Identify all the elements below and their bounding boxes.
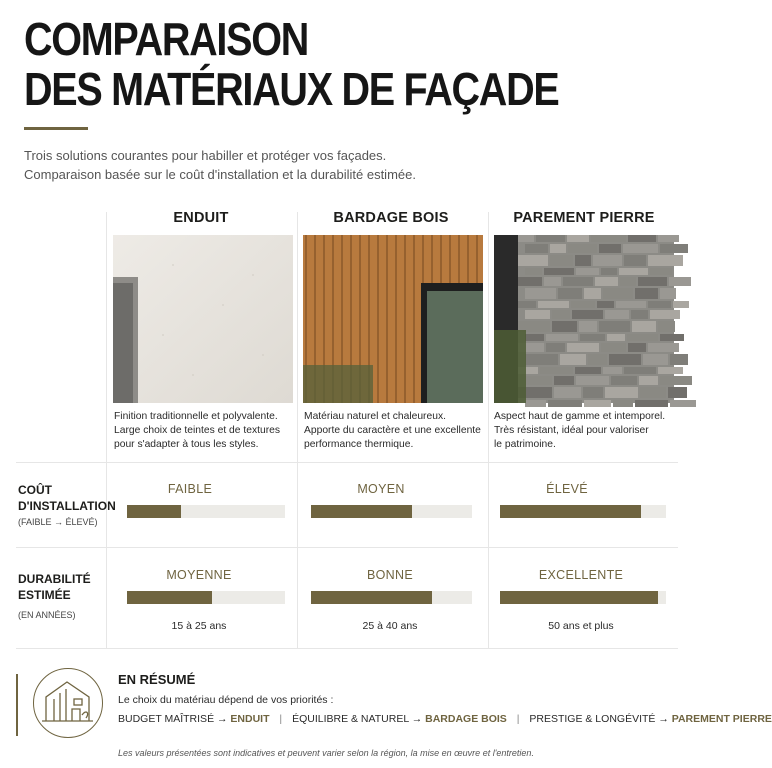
title-line-2: DES MATÉRIAUX DE FAÇADE bbox=[24, 63, 559, 115]
enduit-durability-level: MOYENNE bbox=[166, 568, 232, 582]
grid-divider bbox=[16, 648, 678, 649]
description-line: Très résistant, idéal pour valoriser bbox=[494, 425, 649, 436]
choice-prefix: ÉQUILIBRE & NATUREL → bbox=[292, 713, 426, 725]
durability-label-line: ESTIMÉE bbox=[18, 588, 71, 602]
enduit-photo bbox=[113, 235, 293, 403]
description-line: Apporte du caractère et une excellente bbox=[304, 425, 481, 436]
cost-label-line: D'INSTALLATION bbox=[18, 499, 116, 513]
parement-pierre-description bbox=[494, 410, 665, 452]
intro-line-2: Comparaison basée sur le coût d'installation et la durabilité estimée. bbox=[24, 167, 416, 182]
grid-divider bbox=[488, 212, 489, 648]
house-outline-icon bbox=[33, 668, 103, 738]
column-header-enduit: ENDUIT bbox=[173, 210, 229, 226]
parement-pierre-cost-level: ÉLEVÉ bbox=[546, 482, 588, 496]
cost-row-label bbox=[18, 482, 116, 514]
page-title bbox=[24, 14, 558, 114]
choice-separator: | bbox=[279, 713, 283, 725]
bardage-bois-cost-bar bbox=[311, 505, 472, 518]
bar-fill bbox=[311, 505, 412, 518]
enduit-cost-level: FAIBLE bbox=[167, 482, 213, 496]
choice-value: BARDAGE BOIS bbox=[425, 713, 507, 725]
durability-label-line: DURABILITÉ bbox=[18, 572, 91, 586]
parement-pierre-durability-level: EXCELLENTE bbox=[538, 568, 624, 582]
choice-value: ENDUIT bbox=[230, 713, 270, 725]
choice-value: PAREMENT PIERRE bbox=[671, 713, 772, 725]
bardage-bois-years: 25 à 40 ans bbox=[362, 620, 418, 632]
enduit-durability-bar bbox=[127, 591, 285, 604]
title-accent-line bbox=[24, 127, 88, 130]
description-line: le patrimoine. bbox=[494, 439, 556, 450]
bar-fill bbox=[311, 591, 432, 604]
parement-pierre-years: 50 ans et plus bbox=[548, 620, 614, 632]
enduit-years: 15 à 25 ans bbox=[171, 620, 227, 632]
choice-prefix: BUDGET MAÎTRISÉ → bbox=[118, 713, 231, 725]
title-line-1: COMPARAISON bbox=[24, 13, 308, 65]
choice-prefix: PRESTIGE & LONGÉVITÉ → bbox=[529, 713, 672, 725]
cost-row-sublabel: (FAIBLE → ÉLEVÉ) bbox=[18, 517, 98, 527]
grid-divider bbox=[16, 462, 678, 463]
durability-row-label bbox=[18, 571, 91, 603]
description-line: Matériau naturel et chaleureux. bbox=[304, 411, 446, 422]
bar-fill bbox=[127, 591, 212, 604]
parement-pierre-durability-bar bbox=[500, 591, 666, 604]
description-line: Aspect haut de gamme et intemporel. bbox=[494, 411, 666, 422]
parement-pierre-cost-bar bbox=[500, 505, 666, 518]
footnote: Les valeurs présentées sont indicatives et peuvent varier selon la région, la mise en œuvre et l'entretien. bbox=[118, 748, 534, 758]
summary-title: EN RÉSUMÉ bbox=[118, 672, 196, 687]
bardage-bois-durability-bar bbox=[311, 591, 472, 604]
summary-choices bbox=[118, 713, 772, 725]
description-line: pour s'adapter à tous les styles. bbox=[114, 439, 259, 450]
bardage-bois-description bbox=[304, 410, 481, 452]
intro-line-1: Trois solutions courantes pour habiller et protéger vos façades. bbox=[24, 148, 387, 163]
bardage-bois-cost-level: MOYEN bbox=[357, 482, 405, 496]
intro-text bbox=[24, 146, 416, 184]
bar-fill bbox=[500, 505, 641, 518]
grid-divider bbox=[106, 212, 107, 648]
parement-pierre-photo bbox=[494, 235, 674, 403]
summary-text: Le choix du matériau dépend de vos priorités : bbox=[118, 694, 334, 706]
bardage-bois-photo bbox=[303, 235, 483, 403]
bar-fill bbox=[127, 505, 181, 518]
grid-divider bbox=[16, 547, 678, 548]
column-header-parement-pierre: PAREMENT PIERRE bbox=[513, 210, 655, 226]
column-header-bardage-bois: BARDAGE BOIS bbox=[333, 210, 449, 226]
description-line: Finition traditionnelle et polyvalente. bbox=[114, 411, 278, 422]
enduit-description bbox=[114, 410, 280, 452]
bar-fill bbox=[500, 591, 658, 604]
durability-row-sublabel: (EN ANNÉES) bbox=[18, 610, 76, 620]
description-line: Large choix de teintes et de textures bbox=[114, 425, 280, 436]
summary-accent-rule bbox=[16, 674, 18, 736]
enduit-cost-bar bbox=[127, 505, 285, 518]
cost-label-line: COÛT bbox=[18, 483, 52, 497]
grid-divider bbox=[297, 212, 298, 648]
bardage-bois-durability-level: BONNE bbox=[367, 568, 413, 582]
choice-separator: | bbox=[516, 713, 520, 725]
description-line: performance thermique. bbox=[304, 439, 414, 450]
